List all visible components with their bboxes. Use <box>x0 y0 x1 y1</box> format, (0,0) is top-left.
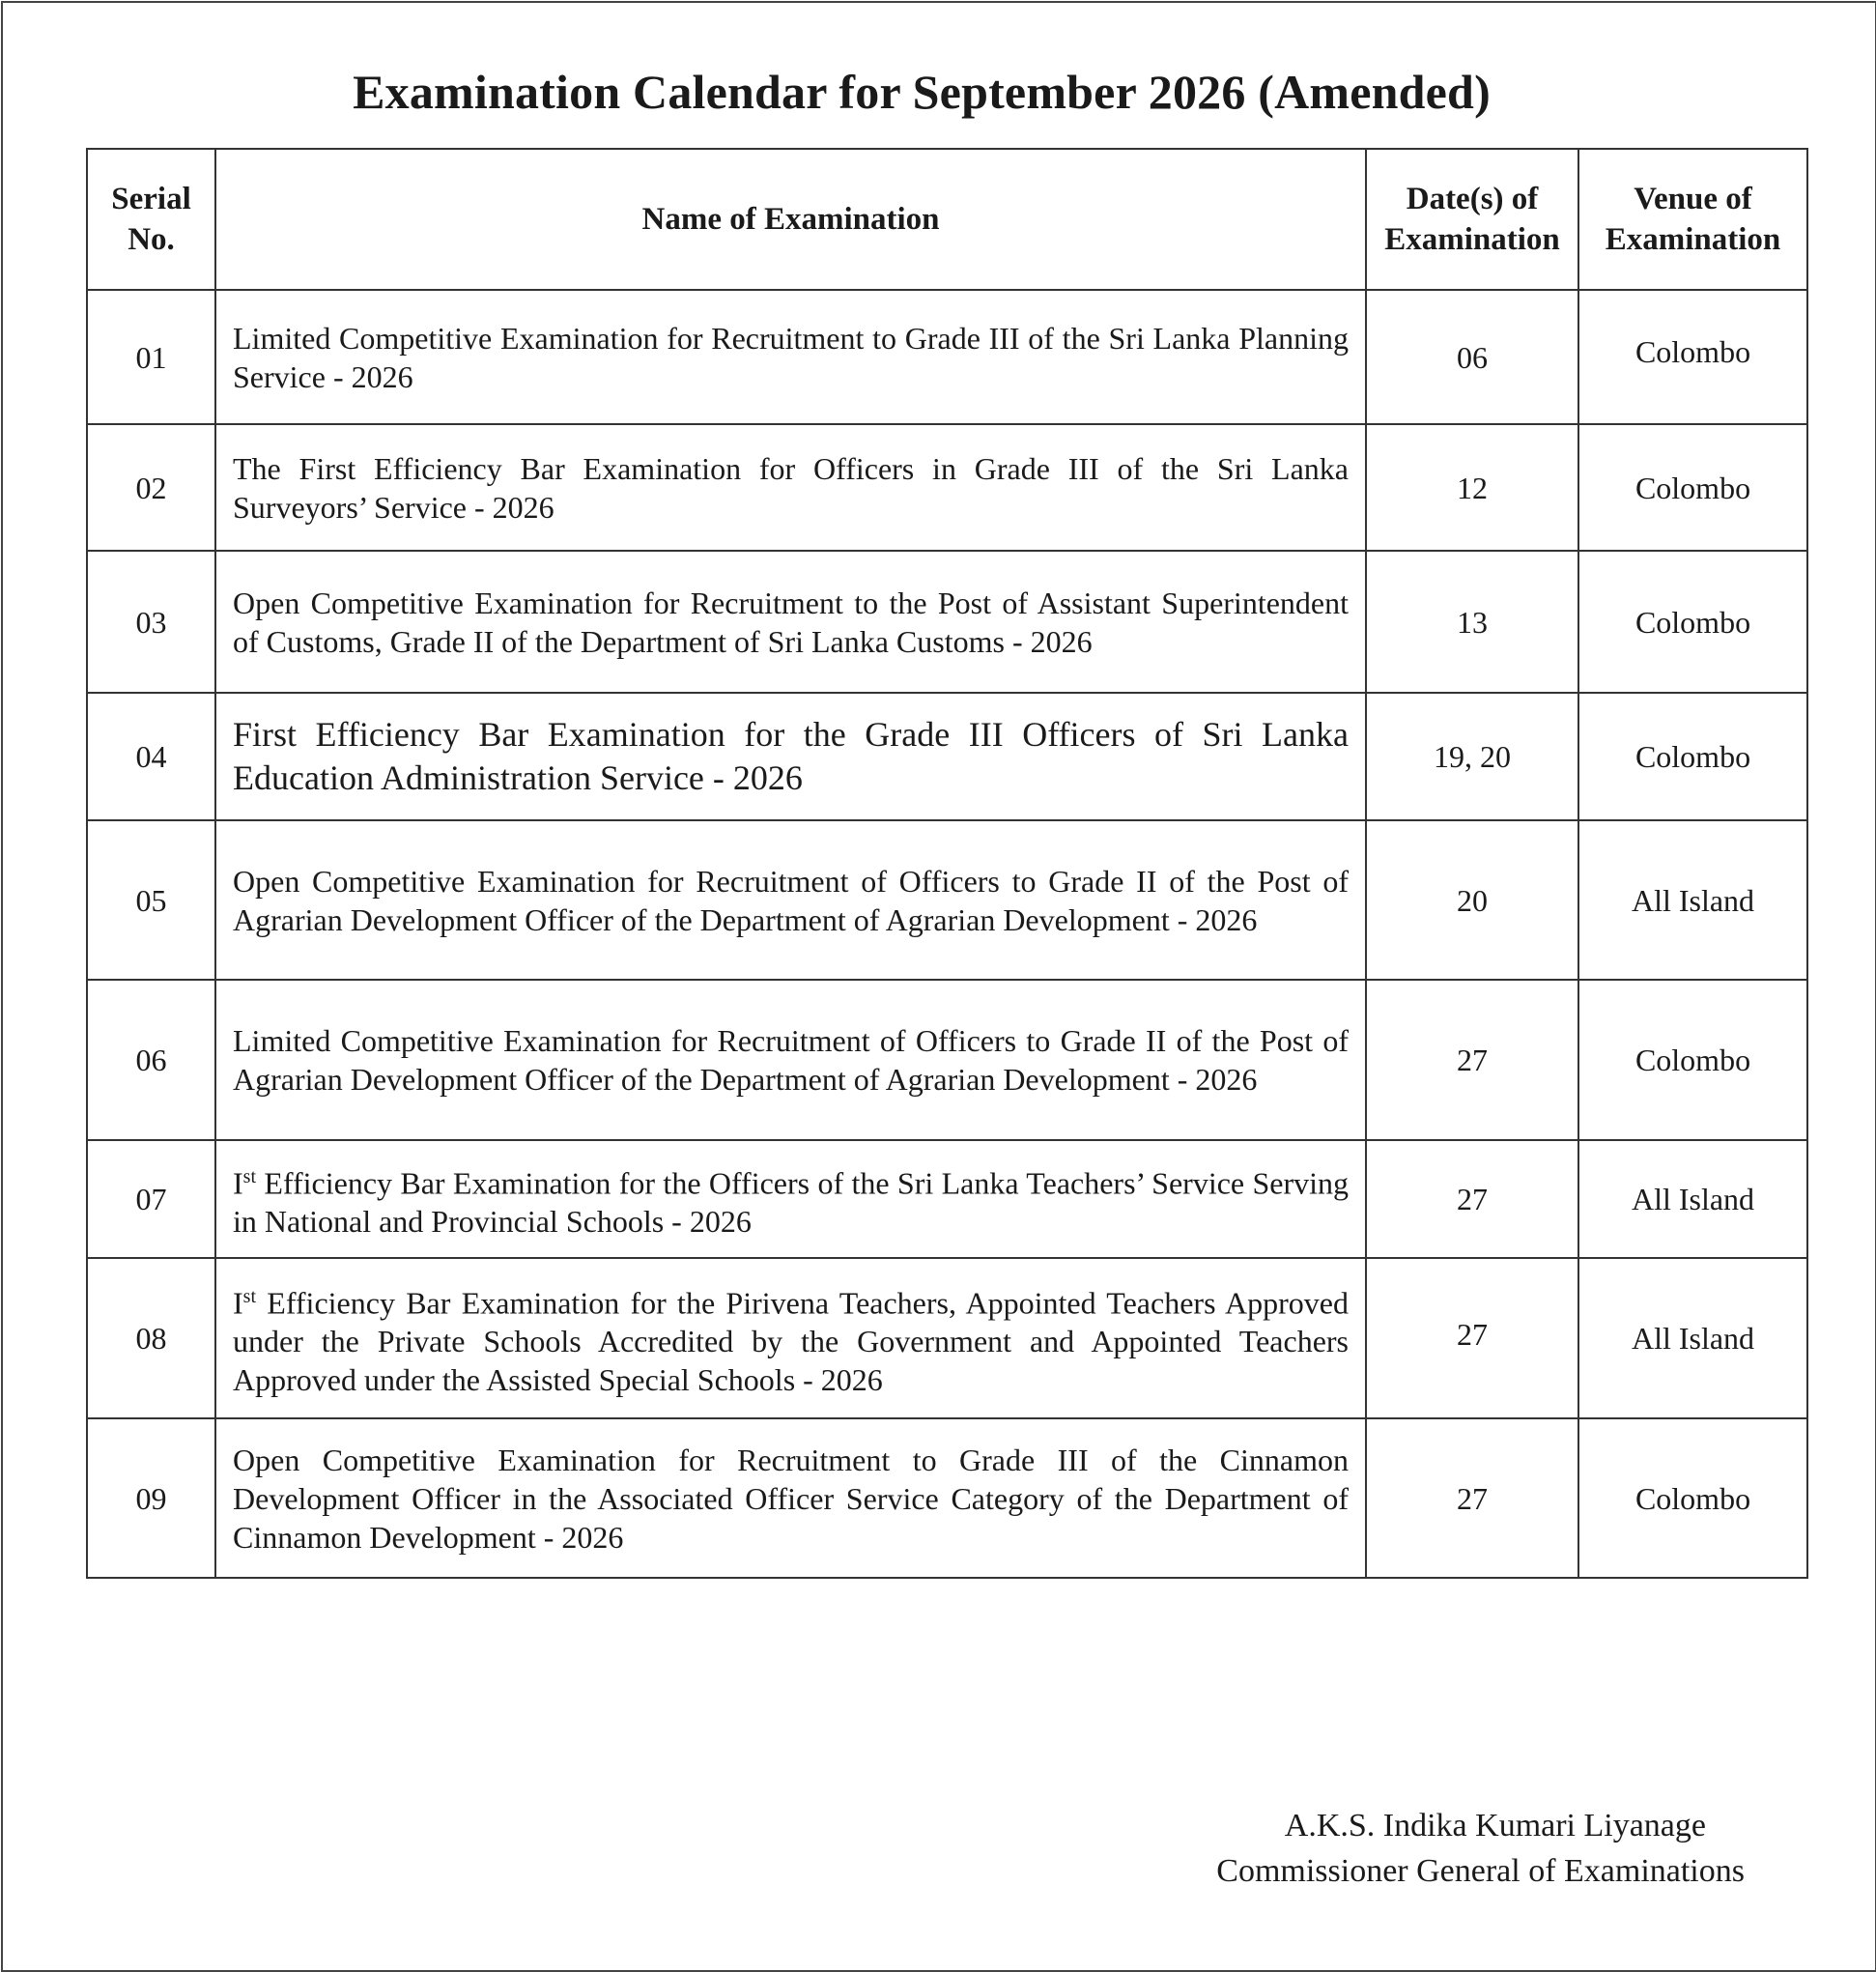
venue-cell: Colombo <box>1578 1418 1807 1578</box>
table-row <box>87 980 1807 1140</box>
table-row <box>87 290 1807 424</box>
table-row <box>87 693 1807 820</box>
date-cell: 13 <box>1366 551 1578 693</box>
document-title: Examination Calendar for September 2026 (Amended) <box>353 65 1491 119</box>
serial-cell: 02 <box>87 424 215 551</box>
header-venue-of-examination: Venue of Examination <box>1578 149 1807 290</box>
table-row <box>87 820 1807 980</box>
header-serial-no: Serial No. <box>87 149 215 290</box>
table-row <box>87 1418 1807 1578</box>
venue-cell: All Island <box>1578 820 1807 980</box>
table-header-row <box>87 149 1807 290</box>
header-dates-of-examination: Date(s) of Examination <box>1366 149 1578 290</box>
header-name-of-examination: Name of Examination <box>215 149 1366 290</box>
venue-cell: Colombo <box>1578 551 1807 693</box>
serial-cell: 03 <box>87 551 215 693</box>
serial-cell: 07 <box>87 1140 215 1258</box>
serial-cell: 01 <box>87 290 215 424</box>
signatory-name: A.K.S. Indika Kumari Liyanage <box>1284 1808 1706 1843</box>
venue-cell: Colombo <box>1578 980 1807 1140</box>
date-cell: 06 <box>1366 290 1578 424</box>
date-cell: 27 <box>1366 1140 1578 1258</box>
examination-calendar-table <box>86 148 1808 1579</box>
venue-cell: Colombo <box>1578 290 1807 424</box>
exam-name-cell: First Efficiency Bar Examination for the Grade III Officers of Sri Lanka Education Administration Service - 2026 <box>215 693 1366 820</box>
exam-name-cell: The First Efficiency Bar Examination for Officers in Grade III of the Sri Lanka Surveyors’ Service - 2026 <box>215 424 1366 551</box>
exam-name-cell: Open Competitive Examination for Recruitment to the Post of Assistant Superintendent of Customs, Grade II of the Department of Sri Lanka Customs - 2026 <box>215 551 1366 693</box>
date-cell: 19, 20 <box>1366 693 1578 820</box>
exam-name-cell: Open Competitive Examination for Recruitment of Officers to Grade II of the Post of Agrarian Development Officer of the Department of Agrarian Development - 2026 <box>215 820 1366 980</box>
exam-name-cell: Limited Competitive Examination for Recruitment of Officers to Grade II of the Post of Agrarian Development Officer of the Department of Agrarian Development - 2026 <box>215 980 1366 1140</box>
venue-cell: Colombo <box>1578 424 1807 551</box>
date-cell: 20 <box>1366 820 1578 980</box>
exam-name-cell: Open Competitive Examination for Recruitment to Grade III of the Cinnamon Development Officer in the Associated Officer Service Category of the Department of Cinnamon Development - 2026 <box>215 1418 1366 1578</box>
serial-cell: 05 <box>87 820 215 980</box>
venue-cell: All Island <box>1578 1258 1807 1418</box>
venue-cell: All Island <box>1578 1140 1807 1258</box>
date-cell: 27 <box>1366 1258 1578 1418</box>
table-row <box>87 551 1807 693</box>
signatory-title: Commissioner General of Examinations <box>1216 1853 1745 1889</box>
serial-cell: 04 <box>87 693 215 820</box>
exam-name-cell: Ist Efficiency Bar Examination for the Pirivena Teachers, Appointed Teachers Approved under the Private Schools Accredited by the Government and Appointed Teachers Approved under the Assisted Special Schools - 2026 <box>215 1258 1366 1418</box>
table-row <box>87 1140 1807 1258</box>
exam-name-cell: Limited Competitive Examination for Recruitment to Grade III of the Sri Lanka Planning Service - 2026 <box>215 290 1366 424</box>
date-cell: 27 <box>1366 1418 1578 1578</box>
venue-cell: Colombo <box>1578 693 1807 820</box>
table-row <box>87 1258 1807 1418</box>
serial-cell: 08 <box>87 1258 215 1418</box>
date-cell: 27 <box>1366 980 1578 1140</box>
serial-cell: 09 <box>87 1418 215 1578</box>
date-cell: 12 <box>1366 424 1578 551</box>
exam-name-cell: Ist Efficiency Bar Examination for the Officers of the Sri Lanka Teachers’ Service Serving in National and Provincial Schools - 2026 <box>215 1140 1366 1258</box>
table-row <box>87 424 1807 551</box>
serial-cell: 06 <box>87 980 215 1140</box>
